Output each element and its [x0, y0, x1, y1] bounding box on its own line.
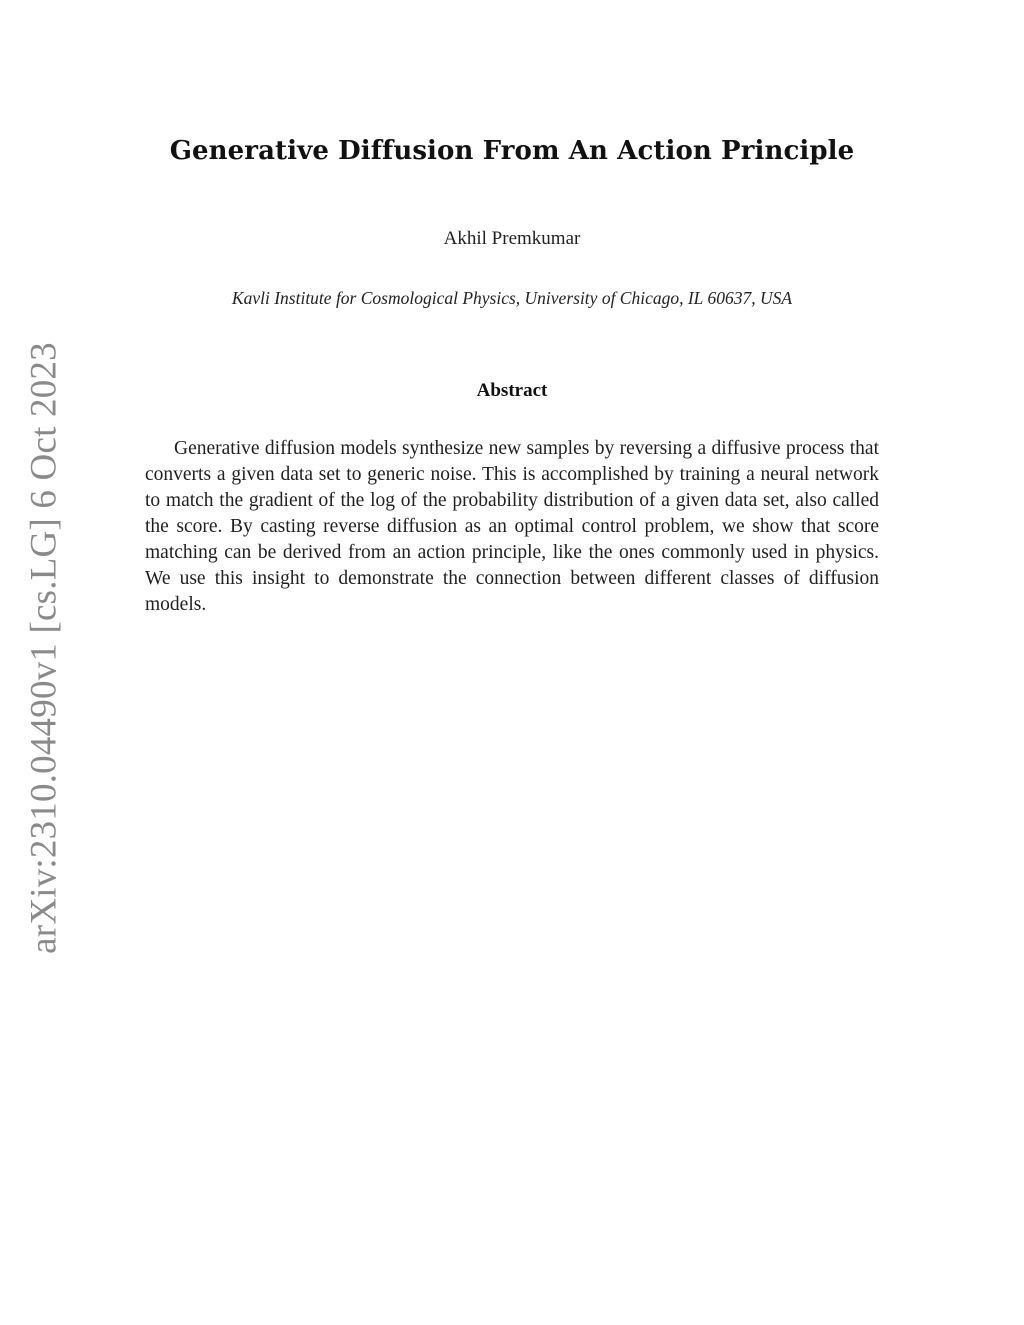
paper-title: Generative Diffusion From An Action Principle: [169, 136, 855, 166]
abstract-heading: Abstract: [476, 380, 548, 401]
abstract-body: Generative diffusion models synthesize new samples by reversing a diffusive process that converts a given data set to generic noise. This is accomplished by training a neural network to match the gradient of the log of the probability distribution of a given data set, also called the score. By casting reverse diffusion as an optimal control problem, we show that score matching can be derived from an action principle, like the ones commonly used in physics. We use this insight to demonstrate the connection between different classes of diffusion models.: [145, 438, 879, 615]
author-name: Akhil Premkumar: [443, 228, 581, 249]
arxiv-identifier-stamp: arXiv:2310.04490v1 [cs.LG] 6 Oct 2023: [23, 342, 65, 954]
author-affiliation: Kavli Institute for Cosmological Physics, University of Chicago, IL 60637, USA: [231, 288, 793, 308]
